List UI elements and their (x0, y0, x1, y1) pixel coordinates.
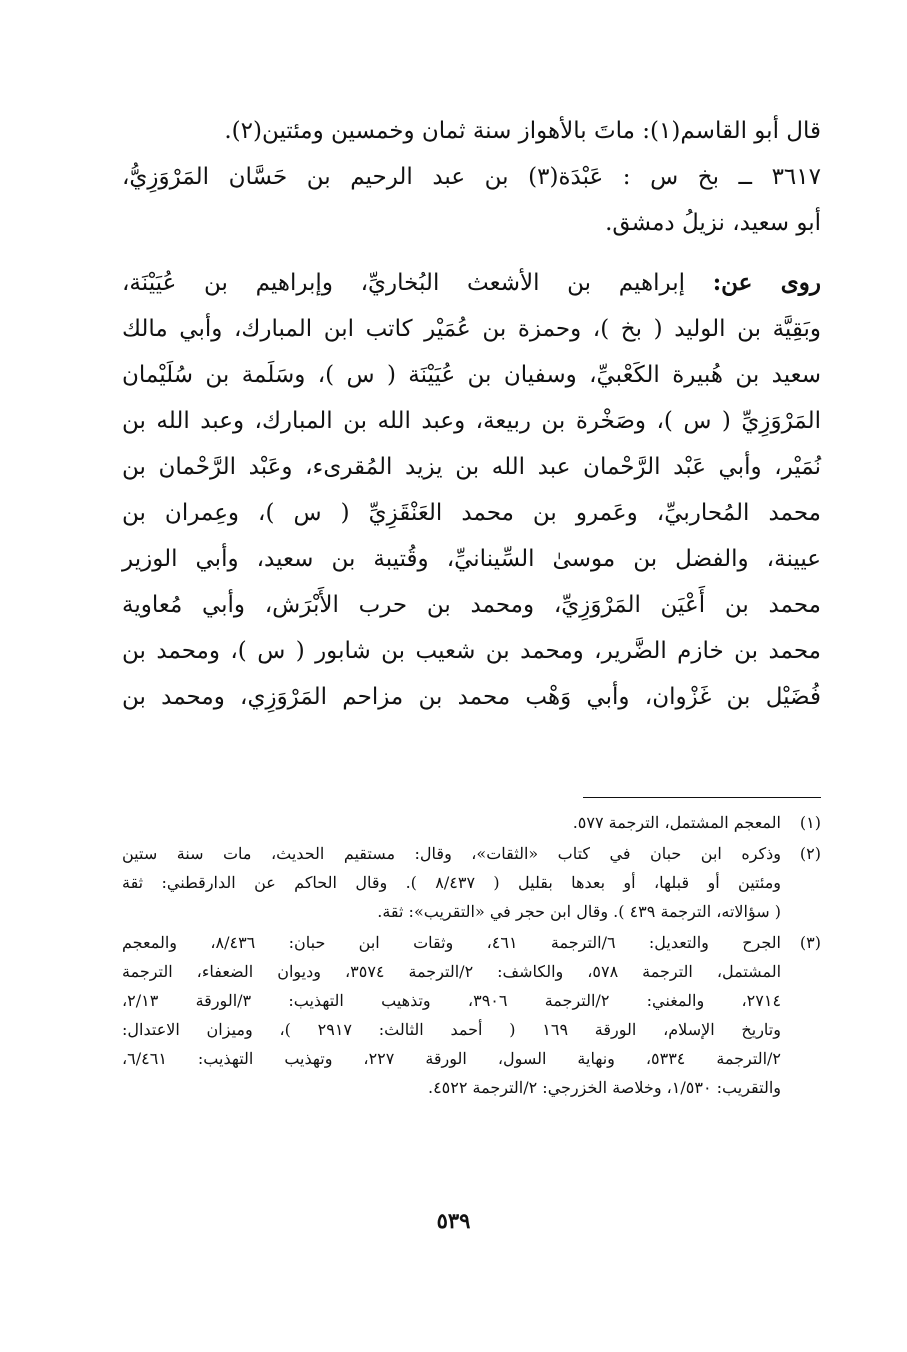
page-number: ٥٣٩ (436, 1208, 471, 1233)
riwaya-line-text: إبراهيم بن الأشعث البُخاريِّ، وإبراهيم بن عُيَيْنَة، (122, 270, 685, 296)
riwaya-line (122, 260, 821, 306)
main-text (122, 108, 821, 720)
footnote-2 (122, 839, 821, 926)
riwaya-line: فُضَيْل بن غَزْوان، وأبي وَهْب محمد بن مزاحم المَرْوَزِي، ومحمد بن (122, 684, 821, 710)
riwaya-line: محمد بن أَعْيَن المَرْوَزِيِّ، ومحمد بن حرب الأَبْرَش، وأبي مُعاوية (122, 592, 821, 618)
entry-heading-line-1: ٣٦١٧ ــ بخ س : عَبْدَة(٣) بن عبد الرحيم بن حَسَّان المَرْوَزِيُّ، (122, 164, 821, 190)
riwaya-label: روى عن: (712, 269, 822, 296)
footnote-line: وتاريخ الإسلام، الورقة ١٦٩ ( أحمد الثالث: ٢٩١٧ )، وميزان الاعتدال: (122, 1020, 781, 1039)
riwaya-line: سعيد بن هُبيرة الكَعْبيِّ، وسفيان بن عُيَيْنَة ( س )، وسَلَمة بن سُلَيْمان (122, 362, 821, 388)
riwaya-section (122, 260, 821, 720)
footnote-line: ٢٧١٤، والمغني: ٢/الترجمة ٣٩٠٦، وتذهيب التهذيب: ٣/الورقة ٢/١٣، (122, 991, 782, 1010)
footnote-line: ٢/الترجمة ٥٣٣٤، ونهاية السول، الورقة ٢٢٧، وتهذيب التهذيب: ٦/٤٦١، (122, 1049, 782, 1068)
footnote-line: ومئتين أو قبلها، أو بعدها بقليل ( ٨/٤٣٧ ). وقال الحاكم عن الدارقطني: ثقة (122, 873, 781, 892)
entry-heading-line-2: أبو سعيد، نزيلُ دمشق. (605, 210, 821, 236)
riwaya-line: محمد بن خازم الضَّرير، ومحمد بن شعيب بن شابور ( س )، ومحمد بن (122, 638, 821, 664)
footnote-line: والتقريب: ١/٥٣٠، وخلاصة الخزرجي: ٢/الترجمة ٤٥٢٢. (427, 1078, 781, 1097)
footnote-line: الجرح والتعديل: ٦/الترجمة ٤٦١، وثقات ابن حبان: ٨/٤٣٦، والمعجم (122, 933, 781, 952)
riwaya-line: المَرْوَزِيِّ ( س )، وصَخْرة بن ربيعة، وعبد الله بن المبارك، وعبد الله بن (122, 408, 821, 434)
riwaya-line: عيينة، والفضل بن موسىٰ السِّينانيِّ، وقُتيبة بن سعيد، وأبي الوزير (122, 546, 821, 572)
riwaya-line: نُمَيْر، وأبي عَبْد الرَّحْمان عبد الله بن يزيد المُقرىء، وعَبْد الرَّحْمان بن (122, 454, 821, 480)
footnotes (122, 808, 821, 1104)
footnote-body (122, 839, 781, 926)
footnote-number: (٣) (799, 933, 821, 952)
footnote-number: (٢) (799, 844, 821, 863)
footnote-divider (583, 797, 821, 798)
intro-line: قال أبو القاسم(١): ماتَ بالأهواز سنة ثمان وخمسين ومئتين(٢). (224, 118, 821, 144)
footnote-line: ( سؤالاته، الترجمة ٤٣٩ ). وقال ابن حجر في «التقريب»: ثقة. (377, 902, 781, 921)
riwaya-line: محمد المُحاربيِّ، وعَمرو بن محمد العَنْقَزِيِّ ( س )، وعِمران بن (122, 500, 821, 526)
footnote-body (122, 808, 781, 837)
footnote-line: وذكره ابن حبان في كتاب «الثقات»، وقال: مستقيم الحديث، مات سنة ستين (122, 844, 782, 863)
entry-heading (122, 154, 821, 246)
footnote-line: المعجم المشتمل، الترجمة ٥٧٧. (572, 813, 781, 832)
footnote-1 (122, 808, 821, 837)
riwaya-line: وبَقِيَّة بن الوليد ( بخ )، وحمزة بن عُمَيْر كاتب ابن المبارك، وأبي مالك (122, 316, 821, 342)
footnote-line: المشتمل، الترجمة ٥٧٨، والكاشف: ٢/الترجمة ٣٥٧٤، وديوان الضعفاء، الترجمة (122, 962, 782, 981)
footnote-body (122, 928, 781, 1102)
footnote-3 (122, 928, 821, 1102)
footnote-number: (١) (799, 813, 821, 832)
